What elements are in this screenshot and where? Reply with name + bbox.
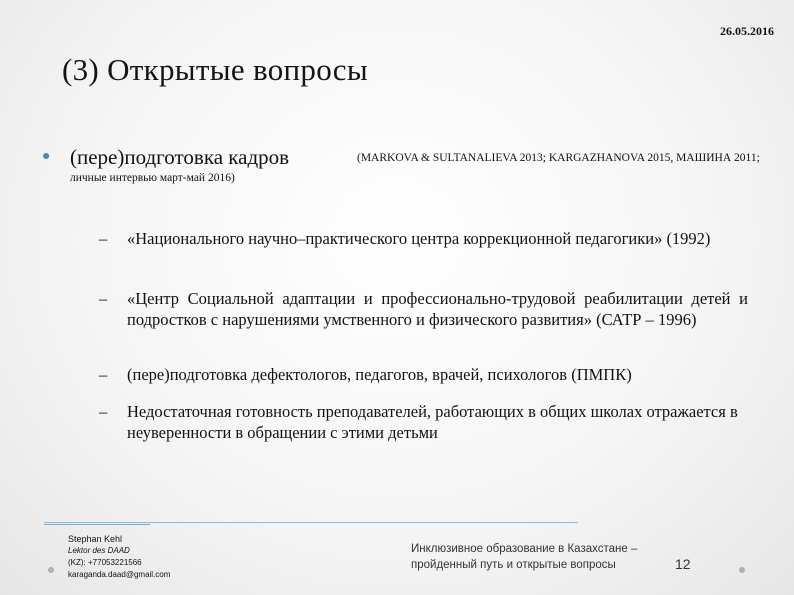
author-phone: (KZ): +77053221566 (68, 558, 142, 567)
footer-text: Инклюзивное образование в Казахстане – пройденный путь и открытые вопросы (411, 543, 638, 571)
bullet-main-text: (пере)подготовка кадров (70, 145, 290, 169)
sub-item: – (пере)подготовка дефектологов, педагогов, врачей, психологов (ПМПК) (127, 364, 748, 385)
sub-item: – «Национального научно–практического центра коррекционной педагогики» (1992) (127, 228, 748, 249)
footer-divider (44, 522, 578, 523)
slide-date: 26.05.2016 (720, 24, 774, 38)
slide-title: (3) Открытые вопросы (62, 52, 368, 87)
sub-item-text: (пере)подготовка дефектологов, педагогов, врачей, психологов (ПМПК) (127, 365, 632, 384)
bullet-dot-icon: ● (42, 149, 51, 164)
page-number: 12 (675, 556, 691, 572)
sub-item-text: «Центр Социальной адаптации и профессионально-трудовой реабилитации детей и подростков с нарушениями умственного и физического развития» (САТР – 1996) (127, 289, 748, 329)
decorative-dot-icon (48, 567, 54, 573)
bullet-citation-continued: личные интервью март-май 2016) (70, 172, 235, 184)
sub-item: – «Центр Социальной адаптации и профессионально-трудовой реабилитации детей и подростков с нарушениями умственного и физического развития» (САТР – 1996) (99, 289, 748, 329)
author-email: karaganda.daad@gmail.com (68, 570, 171, 579)
sub-item-text: Недостаточная готовность преподавателей, работающих в общих школах отражается в неуверенности в обращении с этими детьми (127, 402, 738, 442)
sub-item-text: «Национального научно–практического центра коррекционной педагогики» (1992) (127, 229, 711, 248)
author-role: Lektor des DAAD (68, 546, 130, 555)
bullet-citation: (MARKOVA & SULTANALIEVA 2013; KARGAZHANOVA 2015, МАШИНА 2011; (357, 152, 760, 164)
decorative-dot-icon (739, 567, 745, 573)
author-name: Stephan Kehl (68, 534, 123, 544)
footer-divider-accent (44, 524, 150, 525)
author-block (68, 533, 170, 581)
sub-item: – Недостаточная готовность преподавателей, работающих в общих школах отражается в неуверенности в обращении с этими детьми (127, 401, 748, 443)
